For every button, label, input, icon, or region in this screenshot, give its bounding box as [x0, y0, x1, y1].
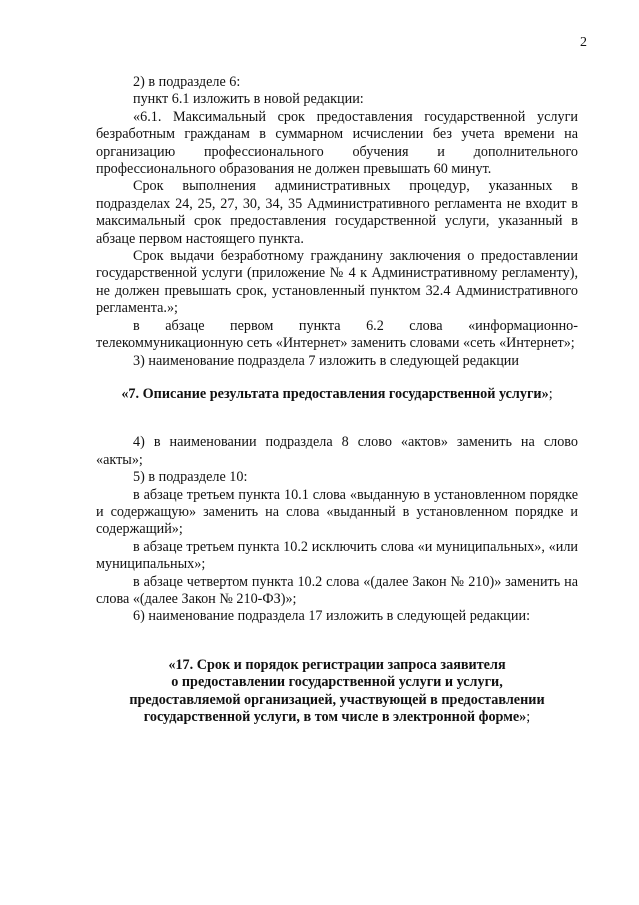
section-heading-7 [96, 386, 578, 403]
paragraph: Срок выдачи безработному гражданину заключения о предоставлении государственной услуги (приложение № 4 к Административному регламенту), не должен превышать срок, установленный пунктом 32.4 Административного регламента.»; [96, 248, 578, 317]
paragraph: 5) в подразделе 10: [133, 469, 248, 486]
paragraph: в абзаце первом пункта 6.2 слова «информационно-телекоммуникационную сеть «Интернет» заменить словами «сеть «Интернет»; [96, 317, 578, 352]
heading-trail: ; [548, 385, 553, 402]
paragraph: 6) наименование подраздела 17 изложить в следующей редакции: [133, 608, 531, 625]
heading-trail: ; [526, 709, 531, 725]
heading-text: государственной услуги, в том числе в электронной форме» [143, 709, 527, 725]
heading-line: «17. Срок и порядок регистрации запроса заявителя [168, 656, 506, 673]
page-number: 2 [580, 35, 587, 50]
paragraph: 2) в подразделе 6: [133, 74, 241, 90]
paragraph: в абзаце четвертом пункта 10.2 слова «(далее Закон № 210)» заменить на слова «(далее Закон № 210-ФЗ)»; [96, 573, 578, 607]
heading-line-last [96, 709, 578, 726]
document-body [96, 74, 578, 726]
paragraph: Срок выполнения административных процедур, указанных в подразделах 24, 25, 27, 30, 34, 35 Административного регламента не входит в максимальный срок предоставления государственной услуги, указанный в абзаце первом настоящего пункта. [96, 178, 578, 247]
heading-text: «7. Описание результата предоставления государственной услуги» [121, 385, 549, 402]
paragraph: в абзаце третьем пункта 10.2 исключить слова «и муниципальных», «или муниципальных»; [96, 538, 578, 573]
paragraph: пункт 6.1 изложить в новой редакции: [133, 91, 364, 108]
heading-line: предоставляемой организацией, участвующей в предоставлении [129, 691, 545, 708]
paragraph: 4) в наименовании подраздела 8 слово «актов» заменить на слово «акты»; [96, 434, 578, 468]
paragraph: «6.1. Максимальный срок предоставления государственной услуги безработным гражданам в суммарном исчислении без учета времени на организацию профессионального обучения и дополнительного профессионального образования не должен превышать 60 минут. [96, 108, 578, 178]
paragraph: в абзаце третьем пункта 10.1 слова «выданную в установленном порядке и содержащую» заменить на слова «выданный в установленном порядке и содержащий»; [96, 486, 578, 538]
paragraph: 3) наименование подраздела 7 изложить в следующей редакции [133, 352, 519, 369]
section-heading-17 [96, 657, 578, 727]
heading-line: о предоставлении государственной услуги и услуги, [171, 674, 503, 691]
